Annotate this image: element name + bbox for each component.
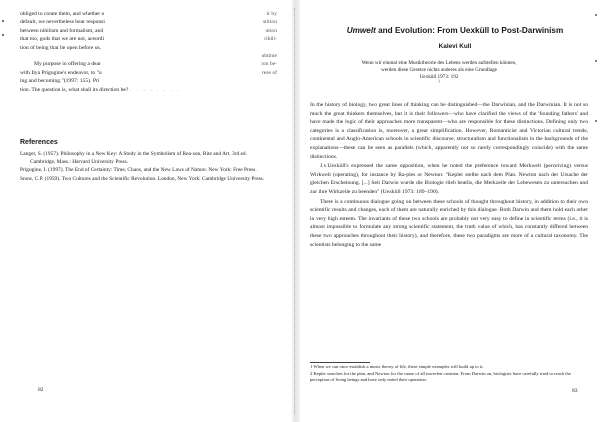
edge-speck [595,14,597,16]
text-line: with Ilya Prigogine's endeavor, to "u [20,69,102,76]
text-line: tion of being that lie open before us. [20,44,102,51]
gutter-specks [294,8,299,414]
edge-speck [2,20,4,22]
article-title [320,26,590,35]
author-name: Kalevi Kull [438,43,472,50]
text-fragment: ion be- [261,61,277,68]
epigraph-line: Uexküll 1973: 192 $^1$ [419,74,459,84]
text-fragment: rese of [261,69,277,76]
text-line: default, we nevertheless bear responsi [20,19,105,26]
text-fragment: ribili- [264,36,277,43]
reference-item: Prigogine, I. (1997). The End of Certainty: Time, Chaos, and the New Laws of Nature. New York: Free Press. [20,167,257,174]
text-fragment: ution [265,27,277,34]
footnote: 1 When we can once establish a music theory of life, these simple examples will build up to it. [310,364,484,369]
right-page [300,0,600,422]
clipped-text-fragments [247,10,277,77]
title-italic-word: Umwelt [346,26,376,35]
text-fragment: stition [263,19,277,26]
edge-speck [595,120,597,122]
left-page-text [20,10,242,94]
text-line: tion. The question is, what shall its direction be? . . . . . . . . [20,86,181,93]
text-line: My purpose in offering a dear [34,61,101,68]
edge-speck [2,34,4,36]
body-paragraph: J.v.Uexküll's expressed the same opposition, when he noted the preference toward Merkwelt (perceiving) versus Wirkwelt (operating), for instance by Ra-ples or Newton: "Kepler stellte nach dem Plan. Newton nach der Ursache der gleichen Erscheinung. [...] Seit Darwin wurde die Biologie rlieb beatlis, die Merkzeile der Lebewesen zu untersuchen und zur ihre Wirkzeile zu beenden" (Uexküll 1973: 189–190). [310,163,588,195]
body-paragraph: There is a continuous dialogue going on between these schools of thought throughout history, in addition to their own scientific results and changes, each of them are naturally enriched by this dialogue. Both Darwin and them hold each other in very high esteem. The invariants of these two schools are probably not very easy to define in scientific terms (i.e., it is almost impossible to formulate any strong scientific statement, the truth value of which, has constantly differed between these two approaches throughout their history), and therefore, these two paradigms are more of a cultural taxonomy. The scientists belonging to the same [310,198,588,248]
article-body [310,101,588,250]
edge-speck [595,60,597,62]
footnote-divider [310,362,370,363]
references-heading: References [20,139,58,146]
footnote: 2 Kepler searches for the plan, and Newton for the cause of all inwerfen creation. From Darwin on, biologists have carefully tried to reach the perception of living beings and have only noted their operation. [310,371,571,382]
text-line: that too, gods that we are not, aceordi [20,36,105,43]
text-line: between nihilism and formalism, and [20,27,104,34]
text-fragment [247,44,277,52]
title-rest: and Evolution: From Uexküll to Post-Darwinism [375,26,564,35]
epigraph-line: werden diese Gesetze nichts anderes als eine Grundlage [381,67,497,73]
reference-item: Langer, S. (1957). Philosophy in a New Key: A Study in the Symbolism of Rea-son, Rite and Art. 3rd ed. Cambridge, Mass.: Harvard University Press. [20,151,247,165]
text-line: ing and becoming."(1997: 155). Pri [20,78,100,85]
body-paragraph: In the history of biology, two great lines of thinking can be distinguished—the Darwinian, and the Darwinian. It is not so much the great thinkers themselves, but it is their followers—who have clarified the views of the 'founding fathers' and have made the logic of their approaches more transparent—who are responsible for these distinctions. Defining only two categories is a classification is, moreover, a great simplification. However, Romanticist and Victorian cultural trends, continental and Anglo-American schools in scientific discourse, structuralism and functionalism in the backgrounds of the explanations—these can be seen as parallels (which, apparently not so rarely correspondingly coincide) with the same distinctions. [310,102,588,160]
footnotes [310,364,586,384]
page-number-left: 82 [38,387,44,393]
text-fragment: ir by [266,11,277,17]
reference-item: Snow, C.P. (1959). Two Cultures and the Scientific Revolution. London, New York: Cambridge University Press. [20,175,265,182]
page-number-right: 83 [572,388,578,394]
references-list [20,151,270,184]
text-fragment: ubtime [261,53,277,60]
text-line: obliged to create them, and whether o [20,11,105,17]
epigraph [344,60,534,88]
left-page [0,0,292,422]
epigraph-line: Wenn wir einmal eine Musiktheorie des Lebens werden aufstellen können, [361,60,517,66]
